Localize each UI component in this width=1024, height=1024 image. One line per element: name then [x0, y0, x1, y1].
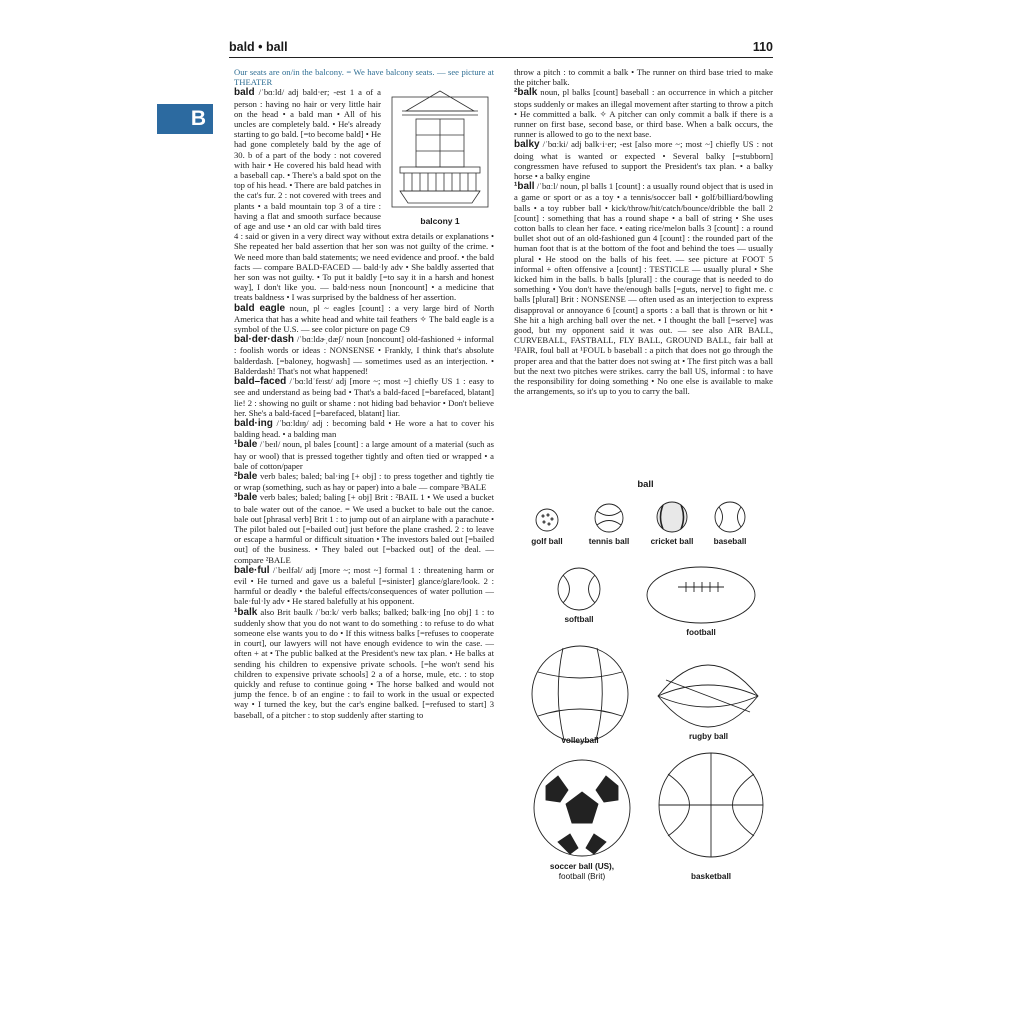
entry-balk-1 [234, 607, 494, 720]
balcony-illustration [386, 87, 494, 227]
label-volleyball: volleyball [561, 736, 599, 745]
entry-baleful [234, 565, 494, 607]
headword: ²bale [234, 470, 258, 482]
entry-text: /ˈbɑːki/ adj balk·i·er; -est [also more ~; most ~] chiefly US : not doing what is wanted or expected • Several balky [=stubborn] congressmen have refused to support the President's tax plan. • a balky horse • a balky engine [514, 139, 773, 182]
entry-text: /ˈbɑːldɚˌdæʃ/ noun [noncount] old-fashioned + informal : foolish words or ideas : NONSENSE • Frankly, I think that's absolute balderdash. [=baloney, hogwash] — sometimes used as an interjection. • Balderdash! That's not what happened! [234, 334, 494, 376]
entry-balderdash [234, 334, 494, 376]
rugby-ball-icon [658, 665, 758, 727]
label-soccer-ball: soccer ball (US), [549, 862, 615, 871]
thumb-tab-letter: B [190, 107, 206, 130]
entry-balk-2 [514, 87, 773, 139]
entry-text: /ˈbɑːl/ noun, pl balls 1 [count] : a usually round object that is used in a game or sport or as a toy • a tennis/soccer ball • golf/billiard/bowling balls • a toy rubber ball • kick/throw/hit/catch/bounce/dribble the ball 2 [count] : something that has a round shape • a ball of string • She uses cotton balls to clean her face. • eating rice/melon balls 3 [count] : a round bullet shot out of an old-fashioned gun 4 [count] : the rounded part of the human foot that is at the bottom of the foot and behind the toes — usually plural • He stood on the balls of his feet. — see picture at FOOT 5 informal + often offensive a [count] : TESTICLE — usually plural • She kicked him in the balls. b balls [plural] : the courage that is needed to do something • You don't have the/enough balls [=guts, nerve] to fight me. c balls [plural] Brit : NONSENSE — often used as an interjection to express disapproval or annoyance 6 [count] a sports : a ball that is thrown or hit • She hit a high arching ball over the net. • I thought the ball [=serve] was good, but my opponent said it was out. — see also AIR BALL, CURVEBALL, FASTBALL, FLY BALL, GROUND BALL, fair ball at ¹FAIR, foul ball at ¹FOUL b baseball : a pitch that does not go through the proper area and that the batter does not swing at • The first pitch was a ball but the next two pitches were strikes. carry the ball US, informal : to have the responsibility for doing something • No one else is available to make the arrangements, so it's up to you to carry the ball. [514, 181, 773, 397]
entry-text: verb bales; baled; baling [+ obj] Brit : ²BAIL 1 • We used a bucket to bale water out of the canoe. = We used a bucket to bale out the canoe. bale out [phrasal verb] Brit 1 : to jump out of an airplane with a parachute • The pilot baled out [=bailed out] just before the plane crashed. 2 : to leave or escape a harmful or difficult situation • The investors baled out [=bailed out] of the business. • They baled out [=backed out] of the deal. — compare ²BALE [234, 492, 494, 565]
entry-balding [234, 418, 494, 439]
entry-text: Our seats are on/in the balcony. = We have balcony seats. — see picture at THEATER [234, 67, 494, 88]
entry-ball-1 [514, 181, 773, 396]
label-soccer-ball-brit: football (Brit) [558, 872, 606, 881]
headword: bald eagle [234, 302, 286, 314]
entry-text: /ˈbeɪl/ noun, pl bales [count] : a large amount of a material (such as hay or wool) that is pressed together tightly and often tied or wrapped • a bale of cotton/paper [234, 439, 495, 471]
guide-words: bald • ball [229, 40, 288, 54]
label-cricket-ball: cricket ball [650, 537, 694, 546]
headword: ¹ball [514, 181, 535, 193]
balcony-caption: balcony 1 [420, 216, 460, 227]
entry-bale-1 [234, 439, 494, 471]
entry-text: /ˈbɑːldˈfeɪst/ adj [more ~; most ~] chiefly US 1 : easy to see and understand as being bad • That's a bald-faced [=barefaced, blatant] lie! 2 : showing no guilt or shame : not hiding bad behavior • Don't believe her. She's a bald-faced [=barefaced, blatant] liar. [234, 376, 494, 418]
headword: bald·ing [234, 417, 273, 429]
entry-bale-3 [234, 492, 494, 564]
entry-text: noun, pl balks [count] baseball : an occurrence in which a pitcher stops suddenly or makes an illegal movement after starting to throw a pitch • He committed a balk. ✧ A pitcher can only commit a balk if there is a runner on first base, second base, or third base. When a balk occurs, the runner is allowed to go to the next base. [514, 87, 773, 140]
entry-text: verb bales; baled; bal·ing [+ obj] : to press together and tightly tie or wrap (something, such as hay or paper) into a bale — compare ³BALE [234, 470, 494, 493]
american-football-icon [647, 567, 755, 623]
entry-text: /ˈbɑːld/ adj bald·er; -est 1 a of a person : having no hair or very little hair on the head • a bald man • All of his uncles are completely bald. • He's already starting to go bald. [=to become bald] • He had gone completely bald by the age of 30. b of a part of the body : not covered with hair • He covered his bald head with a baseball cap. • There's a bald spot on the top of his head. • There are bald patches in the cat's fur. 2 : not covered with trees and plants • a bald mountain top 3 of a tire : having a flat and smooth surface because of age and use • an old car with bald tires 4 : said or given in a very direct way without extra details or explanations • She repeated her bald assertion that her son was not guilty of the crime. • We need more than bald statements; we need evidence and proof. • the bald facts — compare BALD-FACED — bald·ly adv • She baldly asserted that her son was not guilty. • To put it baldly [=to say it in a harsh and honest way], I don't like you. — bald·ness noun [noncount] • a medicine that treats baldness • I was surprised by the baldness of her assertion. [234, 87, 494, 303]
headword: bald–faced [234, 376, 287, 388]
entry-text: throw a pitch : to commit a balk • The runner on third base tried to make the pitcher balk. [514, 67, 773, 88]
label-softball: softball [564, 615, 594, 624]
entry-bald-faced [234, 376, 494, 418]
soccer-ball-icon [534, 760, 630, 856]
entry [514, 67, 773, 87]
illustration-title: ball [637, 479, 654, 490]
label-baseball: baseball [713, 537, 747, 546]
letter-thumb-tab [157, 104, 213, 134]
ball-illustration-panel [518, 474, 773, 894]
entry-text: also Brit baulk /ˈbɑːk/ verb balks; balked; balk·ing [no obj] 1 : to suddenly show that you do not want to do something : to refuse to do what someone else wants you to do • If this witness balks [=refuses to cooperate in court], our lawyers will not have enough evidence to win the case. — often + at • The public balked at the President's new tax plan. • He balks at sending his children to expensive private schools. [=he won't send his children to expensive private schools] 2 a of a horse, mule, etc. : to stop quickly and refuse to continue going • The horse balked and would not jump the fence. b of an engine : to fail to work in the usual or expected way • I turned the key, but the car's engine balked. [=refused to start] 3 baseball, of a pitcher : to stop suddenly after starting to [234, 606, 494, 720]
headword: ¹bale [234, 439, 258, 451]
headword: bale·ful [234, 564, 270, 576]
softball-icon [558, 568, 600, 610]
tennis-ball-icon [595, 504, 623, 532]
page-header [229, 40, 773, 62]
header-rule [229, 57, 773, 58]
label-tennis-ball: tennis ball [588, 537, 630, 546]
page-number: 110 [752, 40, 773, 54]
volleyball-icon [532, 646, 628, 742]
label-rugby-ball: rugby ball [688, 732, 729, 741]
golf-ball-icon [536, 509, 558, 531]
headword: ²balk [514, 87, 538, 99]
headword: bal·der·dash [234, 334, 295, 346]
headword: ¹balk [234, 606, 258, 618]
label-golf-ball: golf ball [531, 537, 563, 546]
label-basketball: basketball [690, 872, 732, 881]
entry-text: noun, pl ~ eagles [count] : a very large bird of North America that has a white head and white tail feathers ✧ The bald eagle is a symbol of the U.S. — see color picture on page C9 [234, 302, 494, 335]
headword: bald [234, 87, 255, 99]
entry-balky [514, 139, 773, 181]
headword: ³bale [234, 492, 258, 504]
headword: balky [514, 139, 540, 151]
cricket-ball-icon [657, 502, 687, 532]
entry-text: /ˈbeɪlfəl/ adj [more ~; most ~] formal 1 : threatening harm or evil • He turned and gave us a baleful [=sinister] glance/glare/look. 2 : harmful or deadly • the baleful effects/consequences of water pollution — bale·ful·ly adv • He stared balefully at his opponent. [234, 564, 494, 607]
left-column [234, 67, 494, 720]
entry-text: /ˈbɑːldɪŋ/ adj : becoming bald • He wore a hat to cover his balding head. • a balding man [234, 417, 494, 440]
basketball-icon [659, 753, 763, 857]
baseball-icon [715, 502, 745, 532]
balcony-drawing [386, 87, 494, 215]
entry [234, 67, 494, 87]
entry-bale-2 [234, 471, 494, 492]
label-football: football [686, 628, 716, 637]
right-column [514, 67, 773, 397]
entry-bald-eagle [234, 303, 494, 335]
